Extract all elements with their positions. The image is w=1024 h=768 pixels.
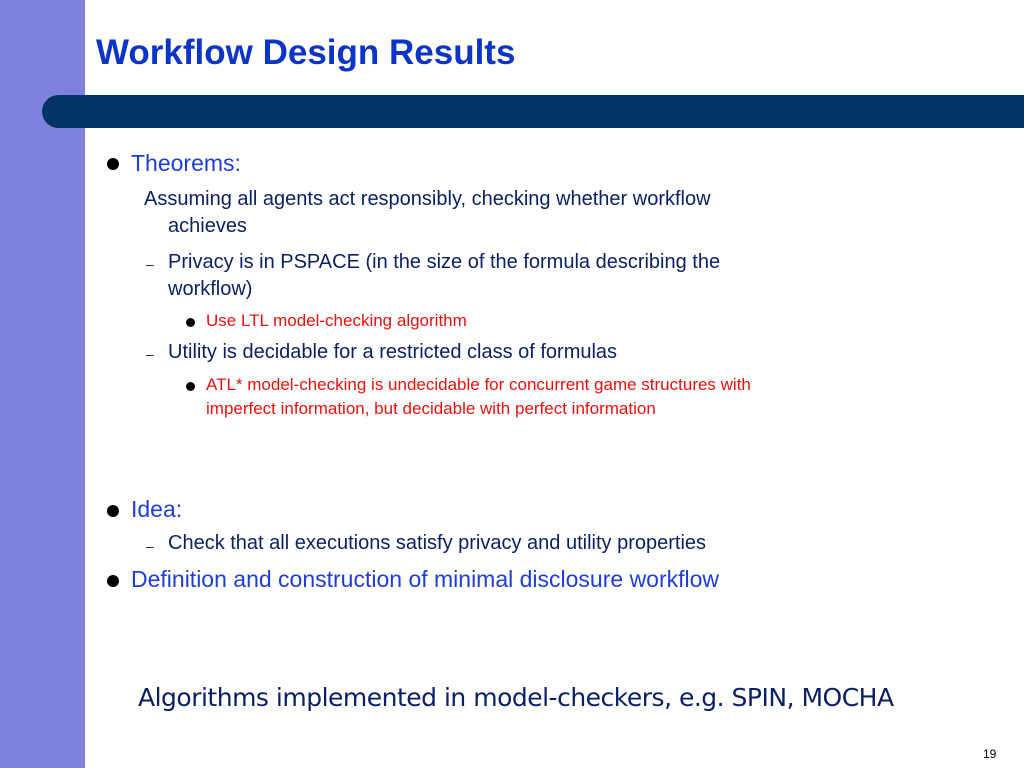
bullet-dot: [107, 505, 119, 517]
theorems-heading: Theorems:: [131, 150, 241, 176]
definition-point: Definition and construction of minimal disclosure workflow: [131, 566, 720, 592]
theorems-intro-line-1: Assuming all agents act responsibly, checking whether workflow: [144, 188, 711, 210]
bullet-dot: [186, 382, 195, 391]
privacy-sub-point: Use LTL model-checking algorithm: [206, 311, 467, 330]
bullet-dot: [107, 575, 119, 587]
privacy-line-1: Privacy is in PSPACE (in the size of the formula describing the: [168, 251, 721, 273]
privacy-line-2: workflow): [168, 278, 253, 300]
slide-title: Workflow Design Results: [96, 33, 516, 72]
algorithms-note: Algorithms implemented in model-checkers, e.g. SPIN, MOCHA: [138, 683, 894, 712]
dash-bullet: –: [146, 346, 154, 362]
page-number: 19: [983, 747, 997, 761]
utility-sub-line-1: ATL* model-checking is undecidable for concurrent game structures with: [206, 375, 751, 394]
dash-bullet: –: [146, 256, 154, 272]
idea-sub-point: Check that all executions satisfy privacy and utility properties: [168, 532, 707, 554]
bullet-dot: [107, 158, 119, 170]
idea-heading: Idea:: [131, 496, 183, 522]
utility-sub-line-2: imperfect information, but decidable with perfect information: [206, 399, 656, 418]
theorems-intro-line-2: achieves: [168, 215, 247, 237]
dash-bullet: –: [146, 538, 154, 554]
bullet-dot: [186, 318, 195, 327]
utility-point: Utility is decidable for a restricted class of formulas: [168, 341, 618, 363]
